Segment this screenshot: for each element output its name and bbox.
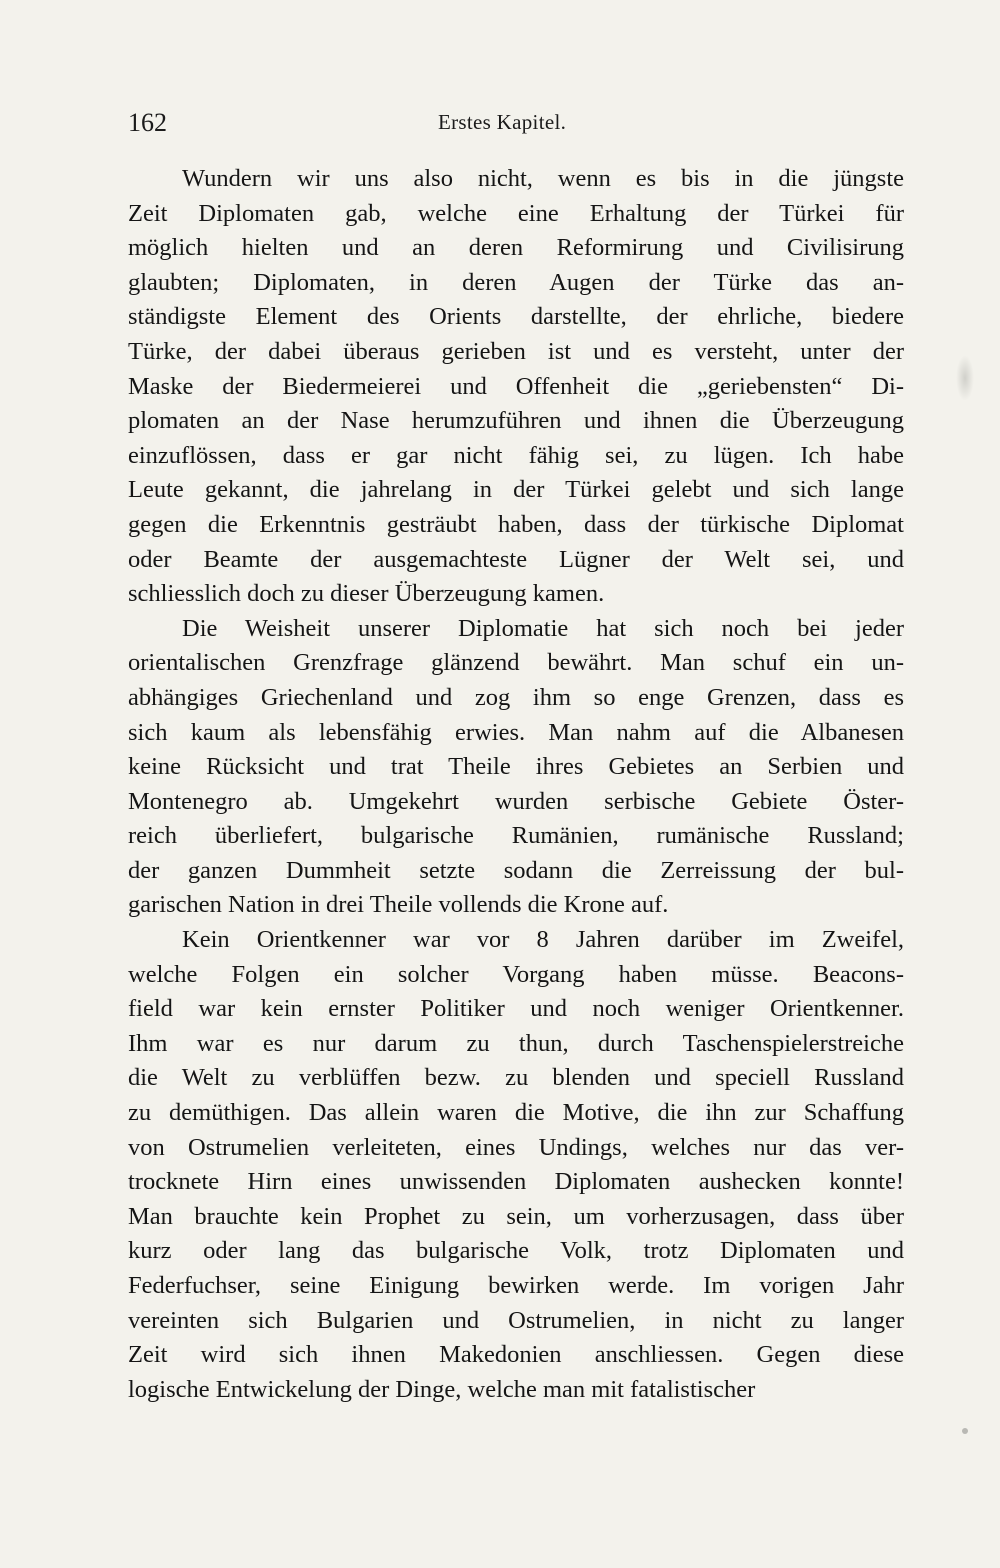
text-line: logische Entwickelung der Dinge, welche man mit fatalistischer: [128, 1375, 756, 1403]
text-line: einzuflössen, dass er gar nicht fähig sei, zu lügen. Ich habe: [128, 441, 904, 469]
text-line: Maske der Biedermeierei und Offenheit die „geriebensten“ Di-: [128, 372, 904, 400]
text-line: von Ostrumelien verleiteten, eines Undings, welches nur das ver-: [128, 1133, 904, 1161]
text-line: ständigste Element des Orients darstellte, der ehrliche, biedere: [128, 303, 904, 331]
paragraph: [128, 923, 904, 1407]
text-line: trocknete Hirn eines unwissenden Diplomaten aushecken konnte!: [128, 1168, 904, 1196]
text-line: der ganzen Dummheit setzte sodann die Zerreissung der bul-: [128, 856, 904, 884]
text-line: vereinten sich Bulgarien und Ostrumelien, in nicht zu langer: [128, 1306, 904, 1334]
margin-stain: [956, 355, 974, 401]
text-line: schliesslich doch zu dieser Überzeugung kamen.: [128, 580, 605, 608]
running-head: Erstes Kapitel.: [438, 110, 567, 134]
text-line: oder Beamte der ausgemachteste Lügner der Welt sei, und: [128, 545, 904, 573]
text-line: gegen die Erkenntnis gesträubt haben, dass der türkische Diplomat: [128, 510, 904, 538]
margin-speck: [962, 1428, 968, 1434]
text-line: die Welt zu verblüffen bezw. zu blenden und speciell Russland: [128, 1064, 904, 1092]
text-line: garischen Nation in drei Theile vollends die Krone auf.: [128, 891, 669, 919]
text-line: keine Rücksicht und trat Theile ihres Gebietes an Serbien und: [128, 753, 904, 781]
page-header: [128, 108, 904, 144]
page-number: 162: [128, 108, 167, 137]
text-line: reich überliefert, bulgarische Rumänien, rumänische Russland;: [128, 822, 904, 850]
text-line: welche Folgen ein solcher Vorgang haben müsse. Beacons-: [128, 960, 904, 988]
text-line: Die Weisheit unserer Diplomatie hat sich noch bei jeder: [182, 614, 904, 642]
text-line: Man brauchte kein Prophet zu sein, um vorherzusagen, dass über: [128, 1202, 904, 1230]
text-line: orientalischen Grenzfrage glänzend bewährt. Man schuf ein un-: [128, 649, 904, 677]
text-line: glaubten; Diplomaten, in deren Augen der Türke das an-: [128, 268, 904, 296]
body-text: [128, 162, 904, 1407]
text-line: Türke, der dabei überaus gerieben ist und es versteht, unter der: [128, 337, 904, 365]
paragraph: [128, 162, 904, 612]
text-line: abhängiges Griechenland und zog ihm so enge Grenzen, dass es: [128, 683, 904, 711]
text-line: Wundern wir uns also nicht, wenn es bis in die jüngste: [182, 165, 904, 192]
text-line: Leute gekannt, die jahrelang in der Türkei gelebt und sich lange: [128, 476, 904, 504]
text-line: Zeit Diplomaten gab, welche eine Erhaltung der Türkei für: [128, 199, 904, 227]
text-line: möglich hielten und an deren Reformirung und Civilisirung: [128, 234, 904, 262]
text-line: field war kein ernster Politiker und noch weniger Orientkenner.: [128, 995, 904, 1023]
text-line: Zeit wird sich ihnen Makedonien anschliessen. Gegen diese: [128, 1341, 904, 1369]
text-line: Kein Orientkenner war vor 8 Jahren darüber im Zweifel,: [182, 926, 904, 954]
text-line: Montenegro ab. Umgekehrt wurden serbische Gebiete Öster-: [128, 787, 904, 815]
text-line: Federfuchser, seine Einigung bewirken werde. Im vorigen Jahr: [128, 1272, 904, 1299]
text-line: sich kaum als lebensfähig erwies. Man nahm auf die Albanesen: [128, 718, 904, 746]
text-line: plomaten an der Nase herumzuführen und ihnen die Überzeugung: [128, 407, 904, 435]
text-line: zu demüthigen. Das allein waren die Motive, die ihn zur Schaffung: [128, 1099, 904, 1127]
text-line: Ihm war es nur darum zu thun, durch Taschenspielerstreiche: [128, 1029, 904, 1057]
text-line: kurz oder lang das bulgarische Volk, trotz Diplomaten und: [128, 1237, 904, 1265]
paragraph: [128, 612, 904, 923]
